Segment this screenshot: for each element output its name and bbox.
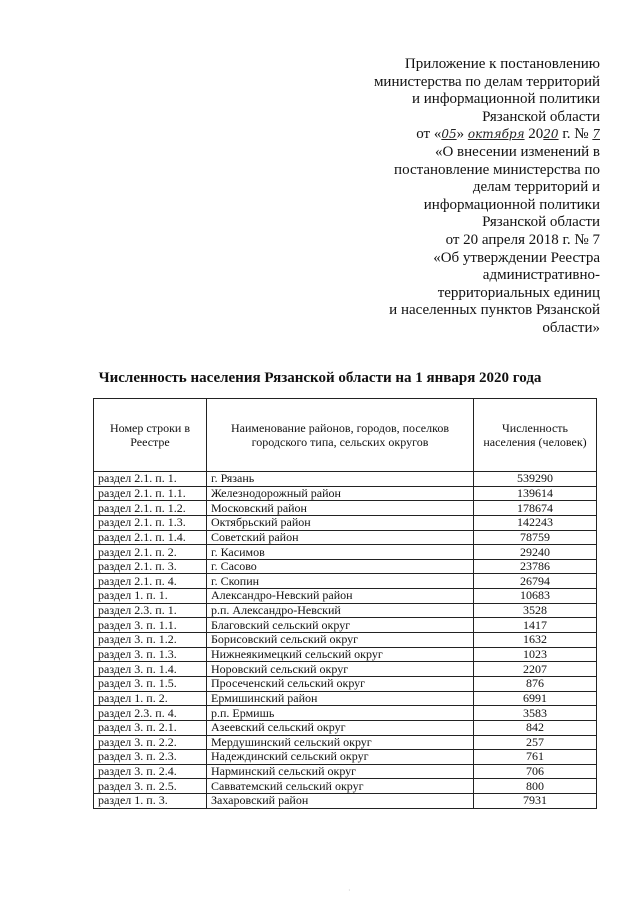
cell-registry-number: раздел 2.1. п. 1.1. xyxy=(94,486,207,501)
document-header xyxy=(300,56,600,338)
cell-name: Захаровский район xyxy=(207,794,474,809)
header-date-line xyxy=(300,126,600,144)
cell-population: 1417 xyxy=(474,618,597,633)
cell-registry-number: раздел 2.1. п. 1.3. xyxy=(94,515,207,530)
table-row xyxy=(94,779,597,794)
cell-name: р.п. Ермишь xyxy=(207,706,474,721)
cell-name: г. Сасово xyxy=(207,559,474,574)
cell-population: 761 xyxy=(474,750,597,765)
population-table xyxy=(93,398,597,809)
cell-registry-number: раздел 3. п. 2.2. xyxy=(94,735,207,750)
cell-name: Нарминский сельский округ xyxy=(207,764,474,779)
handwritten-day: 05 xyxy=(441,127,457,142)
header-line: «Об утверждении Реестра xyxy=(433,249,600,266)
header-line: от 20 апреля 2018 г. № 7 xyxy=(445,231,600,248)
header-line: министерства по делам территорий xyxy=(373,73,600,90)
date-no: г. № xyxy=(558,126,593,143)
cell-registry-number: раздел 2.1. п. 4. xyxy=(94,574,207,589)
cell-registry-number: раздел 2.3. п. 4. xyxy=(94,706,207,721)
cell-registry-number: раздел 1. п. 1. xyxy=(94,589,207,604)
table-row xyxy=(94,764,597,779)
cell-registry-number: раздел 3. п. 2.1. xyxy=(94,720,207,735)
table-row xyxy=(94,589,597,604)
cell-name: Норовский сельский округ xyxy=(207,662,474,677)
header-line: постановление министерства по xyxy=(394,161,600,178)
cell-population: 29240 xyxy=(474,545,597,560)
cell-population: 7931 xyxy=(474,794,597,809)
header-line: и информационной политики xyxy=(412,91,600,108)
table-body xyxy=(94,472,597,809)
cell-registry-number: раздел 3. п. 1.3. xyxy=(94,647,207,662)
table-row xyxy=(94,633,597,648)
table-row xyxy=(94,662,597,677)
header-line: области» xyxy=(542,319,600,336)
cell-registry-number: раздел 3. п. 1.4. xyxy=(94,662,207,677)
cell-population: 142243 xyxy=(474,515,597,530)
cell-population: 178674 xyxy=(474,501,597,516)
cell-name: г. Рязань xyxy=(207,472,474,487)
cell-population: 539290 xyxy=(474,472,597,487)
column-header-name: Наименование районов, городов, поселков городского типа, сельских округов xyxy=(207,399,474,472)
scan-speck: · xyxy=(348,886,351,895)
table-row xyxy=(94,676,597,691)
table-row xyxy=(94,515,597,530)
cell-name: Нижнеякимецкий сельский округ xyxy=(207,647,474,662)
document-title: Численность населения Рязанской области на 1 января 2020 года xyxy=(98,370,542,386)
cell-population: 257 xyxy=(474,735,597,750)
cell-name: р.п. Александро-Невский xyxy=(207,603,474,618)
header-line: территориальных единиц xyxy=(437,284,600,301)
table-row xyxy=(94,603,597,618)
column-header-population: Численность населения (человек) xyxy=(474,399,597,472)
cell-registry-number: раздел 1. п. 3. xyxy=(94,794,207,809)
cell-population: 78759 xyxy=(474,530,597,545)
handwritten-doc-number: 7 xyxy=(592,127,600,142)
table-row xyxy=(94,574,597,589)
cell-registry-number: раздел 2.1. п. 1. xyxy=(94,472,207,487)
cell-registry-number: раздел 3. п. 2.3. xyxy=(94,750,207,765)
date-mid: » xyxy=(456,126,468,143)
cell-population: 23786 xyxy=(474,559,597,574)
cell-population: 1023 xyxy=(474,647,597,662)
cell-name: Мердушинский сельский округ xyxy=(207,735,474,750)
table-row xyxy=(94,720,597,735)
header-line: и населенных пунктов Рязанской xyxy=(389,302,600,319)
cell-name: Азеевский сельский округ xyxy=(207,720,474,735)
header-line: Приложение к постановлению xyxy=(404,56,600,72)
cell-name: Просеченский сельский округ xyxy=(207,676,474,691)
cell-name: Борисовский сельский округ xyxy=(207,633,474,648)
cell-population: 26794 xyxy=(474,574,597,589)
table-header-row xyxy=(94,399,597,472)
cell-population: 1632 xyxy=(474,633,597,648)
cell-registry-number: раздел 3. п. 1.2. xyxy=(94,633,207,648)
table-row xyxy=(94,530,597,545)
table-row xyxy=(94,545,597,560)
column-header-registry-number: Номер строки в Реестре xyxy=(94,399,207,472)
cell-registry-number: раздел 2.1. п. 1.4. xyxy=(94,530,207,545)
cell-name: Александро-Невский район xyxy=(207,589,474,604)
cell-registry-number: раздел 2.1. п. 2. xyxy=(94,545,207,560)
cell-registry-number: раздел 3. п. 1.1. xyxy=(94,618,207,633)
cell-name: Московский район xyxy=(207,501,474,516)
cell-population: 2207 xyxy=(474,662,597,677)
header-line: «О внесении изменений в xyxy=(434,143,600,160)
header-line: делам территорий и xyxy=(472,179,600,196)
cell-name: Савватемский сельский округ xyxy=(207,779,474,794)
cell-registry-number: раздел 1. п. 2. xyxy=(94,691,207,706)
header-line: информационной политики xyxy=(423,196,600,213)
table-row xyxy=(94,706,597,721)
cell-population: 3583 xyxy=(474,706,597,721)
cell-population: 706 xyxy=(474,764,597,779)
table-row xyxy=(94,750,597,765)
header-line: Рязанской области xyxy=(482,108,600,125)
cell-registry-number: раздел 2.1. п. 3. xyxy=(94,559,207,574)
table-row xyxy=(94,559,597,574)
cell-registry-number: раздел 3. п. 2.5. xyxy=(94,779,207,794)
cell-name: Ермишинский район xyxy=(207,691,474,706)
table-row xyxy=(94,472,597,487)
handwritten-year: 20 xyxy=(543,127,559,142)
cell-name: Надеждинский сельский округ xyxy=(207,750,474,765)
header-line: Рязанской области xyxy=(482,214,600,231)
cell-population: 876 xyxy=(474,676,597,691)
table-row xyxy=(94,486,597,501)
cell-registry-number: раздел 3. п. 2.4. xyxy=(94,764,207,779)
header-line: административно- xyxy=(482,267,600,284)
date-year-prefix: 20 xyxy=(524,126,544,143)
cell-name: Октябрьский район xyxy=(207,515,474,530)
cell-population: 842 xyxy=(474,720,597,735)
handwritten-month: октября xyxy=(467,127,525,142)
cell-name: Благовский сельский округ xyxy=(207,618,474,633)
cell-name: г. Касимов xyxy=(207,545,474,560)
table-row xyxy=(94,618,597,633)
table-row xyxy=(94,501,597,516)
table-row xyxy=(94,647,597,662)
cell-name: г. Скопин xyxy=(207,574,474,589)
cell-population: 3528 xyxy=(474,603,597,618)
cell-registry-number: раздел 2.1. п. 1.2. xyxy=(94,501,207,516)
cell-name: Советский район xyxy=(207,530,474,545)
cell-population: 800 xyxy=(474,779,597,794)
cell-population: 6991 xyxy=(474,691,597,706)
cell-registry-number: раздел 2.3. п. 1. xyxy=(94,603,207,618)
date-prefix: от « xyxy=(416,126,442,143)
cell-population: 10683 xyxy=(474,589,597,604)
cell-registry-number: раздел 3. п. 1.5. xyxy=(94,676,207,691)
cell-name: Железнодорожный район xyxy=(207,486,474,501)
cell-population: 139614 xyxy=(474,486,597,501)
table-row xyxy=(94,691,597,706)
table-row xyxy=(94,735,597,750)
table-row xyxy=(94,794,597,809)
